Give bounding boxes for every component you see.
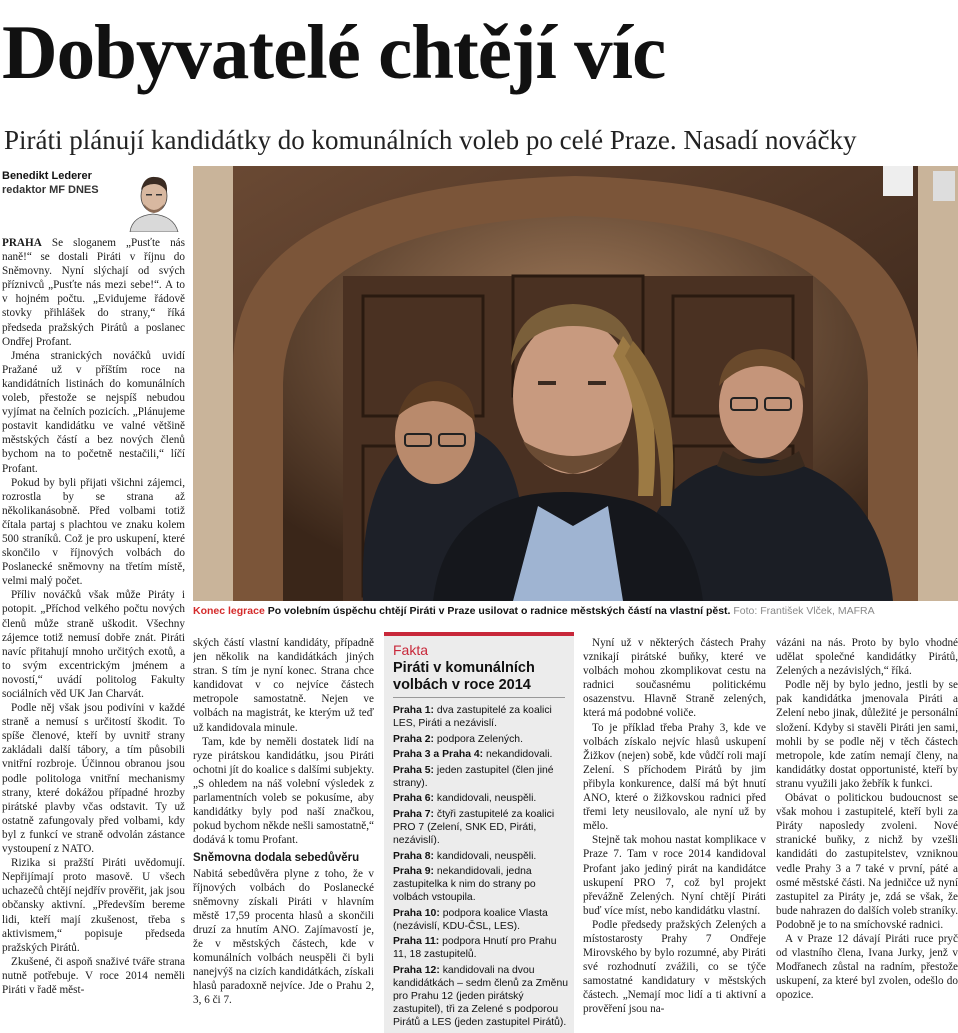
fakta-item — [393, 733, 571, 746]
author-role: redaktor MF DNES — [2, 184, 99, 196]
fakta-district: Praha 7: — [393, 808, 435, 820]
fakta-text: dva zastupitelé za koalici LES, Piráti a nezávislí. — [393, 705, 552, 729]
dateline: PRAHA — [2, 237, 42, 249]
fakta-district: Praha 2: — [393, 733, 435, 745]
caption-lead: Konec legrace — [193, 605, 265, 617]
fakta-district: Praha 11: — [393, 936, 440, 948]
fakta-district: Praha 3 a Praha 4: — [393, 749, 484, 761]
main-photo — [193, 166, 958, 601]
paragraph: Příliv nováčků však může Piráty i potopit. „Příchod velkého počtu nových členů může straně uškodit. Všechny zájemce totiž nemusí dobře znát. Piráti navíc přitahují mnoho určitých exotů, a to svým excentrickým jménem a novostí,“ uvádí politolog Fakulty sociálních věd UK Jan Charvát. — [2, 589, 185, 700]
fakta-text: kandidovali na dvou kandidátkách – sedm členů za Změnu pro Prahu 12 (jeden pirátský zastupitel), tři za Zelené s podporou Pirátů a LES (jeden zastupitel Pirátů). — [393, 964, 569, 1028]
fakta-text: podpora koalice Vlasta (nezávislí, KDU-ČSL, LES). — [393, 907, 548, 932]
fakta-text: kandidovali, neuspěli. — [436, 793, 537, 805]
fakta-item — [393, 764, 571, 790]
paragraph: Obávat o politickou budoucnost se však mohou i zastupitelé, kteří byli za Piráty naposledy zvoleni. Nové stranické buňky, z nichž by vzešli kandidáti do zastupitelstev, vzniknou vedle Prahy 3 a 7 také v první, páté a osmé městské části. Na jedničce už nyní zastupitel za Piráty je, zdá se však, že bude nahrazen do dalších voleb straníky. Podobně je to na smíchovské radnici. — [776, 792, 958, 931]
fakta-item — [393, 964, 571, 1029]
paragraph: Tam, kde by neměli dostatek lidí na ryze pirátskou kandidátku, jsou Piráti ochotni jít do koalice s dalšími subjekty. „S ohledem na náš volební výsledek z parlamentních voleb se pokusíme, aby kandidátky byly pod naší značkou, pokud bychom někde nešli samostatně,“ dodává k tomu Profant. — [193, 735, 374, 847]
fakta-item — [393, 935, 571, 961]
paragraph: Nyní už v některých částech Prahy vznikají pirátské buňky, které ve volbách mohou zkomplikovat cestu na radnici současnému politickému osazenstvu. Hlavně Straně zelených, která má podobné voliče. — [583, 637, 766, 720]
paragraph: A v Praze 12 dávají Piráti ruce pryč od vlastního člena, Ivana Jurky, jenž v Modřanech zůstal na radním, přestože uskupení, za které byl zvolen, odešlo do opozice. — [776, 932, 958, 1002]
fakta-label: Fakta — [393, 642, 429, 658]
fakta-item — [393, 865, 571, 904]
paragraph: Rizika si pražští Piráti uvědomují. Nepřijímají proto masově. U všech uchazečů chtějí nejdřív prověřit, jak jsou občansky aktivní. „Především bereme lidi, kteří mají zkušenost, třeba s aktivismem,“ popisuje předseda pražských Pirátů. — [2, 857, 185, 954]
fakta-district: Praha 8: — [393, 850, 435, 862]
fakta-district: Praha 1: — [393, 705, 435, 716]
fakta-title: Piráti v komunálních volbách v roce 2014 — [393, 660, 535, 693]
fakta-box — [384, 632, 574, 1033]
article-column-3 — [583, 636, 766, 1033]
paragraph: Podle něj by bylo jedno, jestli by se pak kandidátka jmenovala Piráti a Zelení nebo jinak, důležité je personální složení. Kdyby si stavěli Piráti jen sami, mohli by se podle něj v těch částech metropole, kde zatím nemají členy, na kandidátky dostat opportunisté, kteří by stranu využili jako žebřík k funkci. — [776, 679, 958, 790]
fakta-item — [393, 748, 571, 761]
fakta-text: podpora Hnutí pro Prahu 11, 18 zastupitelů. — [393, 936, 557, 961]
fakta-text: podpora Zelených. — [436, 733, 523, 745]
headline: Dobyvatelé chtějí víc — [2, 9, 666, 95]
fakta-district: Praha 9: — [393, 866, 435, 878]
fakta-list — [393, 704, 571, 1032]
author-name: Benedikt Lederer — [2, 170, 92, 182]
fakta-divider — [393, 697, 565, 698]
fakta-text: nekandidovali. — [486, 749, 553, 761]
article-column-4 — [776, 636, 958, 1033]
section-heading: Sněmovna dodala sebedůvěru — [193, 852, 360, 865]
fakta-district: Praha 12: — [393, 964, 440, 976]
caption-text: Po volebním úspěchu chtějí Piráti v Praze usilovat o radnice městských částí na vlastní pěst. — [267, 605, 731, 617]
fakta-text: nekandidovali, jedna zastupitelka k nim do strany po volbách vstoupila. — [393, 866, 536, 904]
fakta-text: kandidovali, neuspěli. — [436, 850, 537, 862]
paragraph-text: Se sloganem „Pusťte nás naně!“ se dostali Piráti v říjnu do Sněmovny. Nyní slýchají od svých příznivců „Pusťte nás mezi sebe!“. A to v hojném počtu. „Evidujeme řádově stovky přihlášek do strany,“ říká předseda pražských Pirátů a poslanec Ondřej Profant. — [2, 237, 185, 348]
photo-illustration — [193, 166, 958, 601]
fakta-text: čtyři zastupitelé za koalici PRO 7 (Zelení, SNK ED, Piráti, nezávislí). — [393, 808, 555, 846]
author-avatar — [122, 170, 184, 232]
fakta-district: Praha 6: — [393, 793, 435, 805]
subheadline: Piráti plánují kandidátky do komunálních voleb po celé Praze. Nasadí nováčky — [4, 125, 857, 155]
article-column-1 — [2, 236, 185, 1033]
paragraph: To je příklad třeba Prahy 3, kde ve volbách získalo nejvíc hlasů uskupení Žižkov (nejen) sobě, kde vůdčí roli mají Zelení. S příchodem Pirátů by jim přibyla konkurence, další má být hnutí ANO, které o žižkovskou radnici před třemi lety neusilovalo, ale nyní už by mělo. — [583, 721, 766, 833]
paragraph: ských částí vlastní kandidáty, případně jen několik na kandidátkách jiných stran. S tím je nyní konec. Strana chce kandidovat v co nejvíce částech metropole samostatně. Nejen ve volbách na magistrát, ke kterým už teď už kandidovala minule. — [193, 637, 374, 734]
paragraph: Stejně tak mohou nastat komplikace v Praze 7. Tam v roce 2014 kandidoval Profant jako jediný pirát na kandidátce uskupení PRO 7, což byl projekt převážně Zelených. Nyní chtějí Piráti buď více míst, nebo kandidátku vlastní. — [583, 834, 766, 917]
photo-credit: Foto: František Vlček, MAFRA — [733, 605, 875, 617]
fakta-district: Praha 10: — [393, 907, 440, 919]
paragraph: Pokud by byli přijati všichni zájemci, rozrostla by se strana až několikanásobně. Před volbami totiž čítala partaj s plachtou ve znaku kolem 500 straníků. Což je pro uskupení, které skončilo v říjnových volbách do Poslanecké sněmovny na třetím místě, velmi malý počet. — [2, 476, 185, 588]
fakta-text: jeden zastupitel (člen jiné strany). — [393, 764, 554, 789]
fakta-item — [393, 792, 571, 805]
photo-caption — [193, 604, 958, 618]
fakta-item — [393, 704, 571, 730]
paragraph: vázáni na nás. Proto by bylo vhodné udělat společné kandidátky Pirátů, Zelených a nezávislých,“ říká. — [776, 637, 958, 678]
paragraph: Podle předsedy pražských Zelených a místostarosty Prahy 7 Ondřeje Mirovského by bylo rozumné, aby Piráti své rozhodnutí zvážili, co se týče samostatné kandidatury v městských částech. „Nemají moc lidí a ti aktivní a prověření jsou na- — [583, 918, 766, 1016]
author-block — [2, 170, 187, 232]
fakta-item — [393, 907, 571, 933]
fakta-item — [393, 850, 571, 863]
fakta-district: Praha 5: — [393, 764, 435, 776]
article-column-2 — [193, 636, 374, 1033]
fakta-item — [393, 808, 571, 847]
paragraph: Jména stranických nováčků uvidí Pražané už v příštím roce na kandidátních listinách do komunálních voleb, přestože se nejspíš nebudou vyjímat na čelních pozicích. „Plánujeme postavit kandidátku ve valné většině městských částí a bez nových členů bychom na to početně nestačili,“ líčí Profant. — [2, 349, 185, 475]
paragraph: Nabitá sebedůvěra plyne z toho, že v říjnových volbách do Poslanecké sněmovny získali Piráti v hlavním městě 17,59 procenta hlasů a skončili druzí za hnutím ANO. Zajímavostí je, že v městských částech, kde v komunálních volbách neuspěli či byli nanejvýš na cizích kandidátkách, získali hlasů paradoxně nejvíce. Jde o Prahu 2, 3, 6 či 7. — [193, 867, 374, 1007]
fakta-accent-bar — [384, 632, 574, 636]
paragraph: Zkušené, či aspoň snaživé tváře strana nutně potřebuje. V roce 2014 neměli Piráti v řadě měst- — [2, 955, 185, 996]
paragraph — [2, 236, 185, 349]
paragraph: Podle něj však jsou podivíni v každé straně a nemusí s určitostí škodit. To spíše členové, kteří by uvnitř strany zakládali další tábory, a tím působili vnitřní rozbroje. Účinnou obranou jsou podle politologa vnitřní mechanismy strany, které dokážou případné hrozby pirátské plavby včas odstavit. Ty už ostatně zafungovaly před volbami, kdy byl z funkcí ve straně odvolán zástance vystoupení z NATO. — [2, 702, 185, 856]
